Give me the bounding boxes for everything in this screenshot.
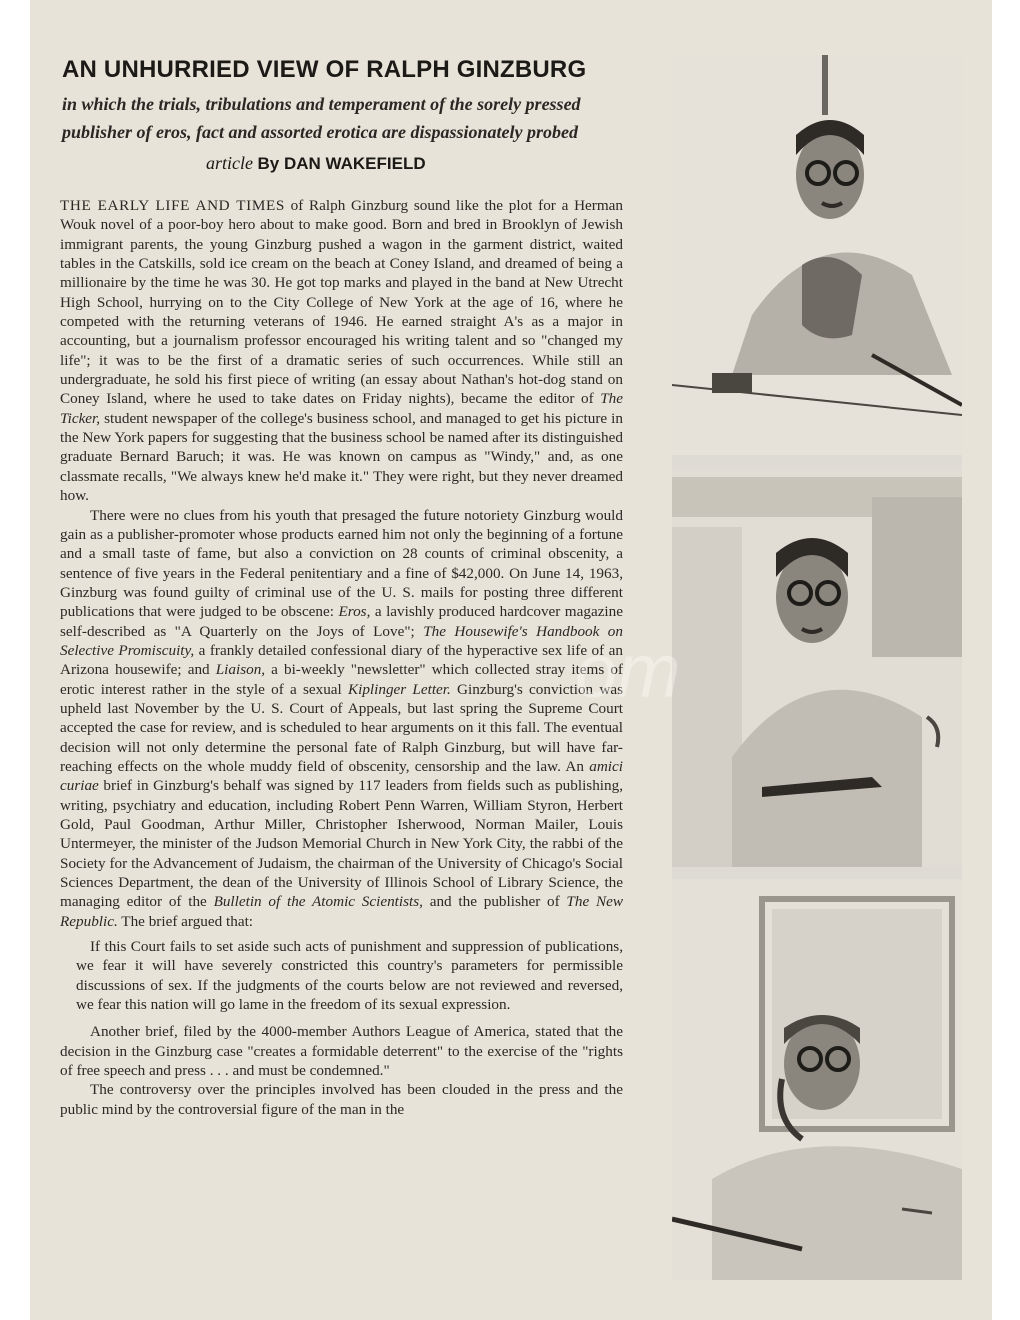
byline-kicker: article	[206, 153, 253, 173]
block-quote: If this Court fails to set aside such acts of punishment and suppression of publications, we fear it will have severely constricted this country's parameters for permissible discussions of sex. If the judgments of the courts below are not reviewed and reversed, we fear this nation will go lame in the freedom of its sexual expression.	[76, 938, 623, 1014]
paragraph-text: a lavishly produced hardcover magazine self-described as "A Quarterly on the Joys of Love";	[60, 603, 623, 640]
paragraph-4: The controversy over the principles involved has been clouded in the press and the public mind by the controversial figure of the man in the	[60, 1081, 623, 1118]
article-deck	[62, 90, 662, 146]
publication-title: The New Republic.	[60, 893, 623, 930]
paragraph-text: Ginzburg's conviction was upheld last November by the U. S. Court of Appeals, but last spring the Supreme Court accepted the case for review, and is scheduled to hear arguments on it this fall. The eventual decision will not only determine the personal fate of Ralph Ginzburg, but will have far-reaching effects on the whole muddy field of obscenity, censorship and the law. An	[60, 680, 623, 775]
portrait-photo-1	[672, 55, 962, 455]
article-headline: AN UNHURRIED VIEW OF RALPH GINZBURG	[62, 56, 587, 83]
paragraph-text: There were no clues from his youth that presaged the future notoriety Ginzburg would gain as a publisher-promoter whose products earned him not only the beginning of a fortune and a small taste of fame, but also a conviction on 28 counts of criminal obscenity, a sentence of five years in the Federal penitentiary and a fine of $42,000. On June 14, 1963, Ginzburg was found guilty of criminal use of the U. S. mails for posting three different publications that were judged to be obscene:	[60, 506, 623, 621]
portrait-photo-2	[672, 467, 962, 867]
paragraph-text: of Ralph Ginzburg sound like the plot for a Herman Wouk novel of a poor-boy hero about to make good. Born and bred in Brooklyn of Jewish immigrant parents, the young Ginzburg pushed a wagon in the garment district, waited tables in the Catskills, sold ice cream on the beach at Coney Island, and dreamed of being a millionaire by the time he was 30. He got top marks and played in the band at New Utrecht High School, hurrying on to the City College of New York at the age of 16, where he competed with the returning veterans of 1946. He earned straight A's as a major in accounting, but a journalism professor encouraged his writing talent and so "changed my life"; it was to be the first of a dramatic series of such occurrences. While still an undergraduate, he sold his first piece of writing (an essay about Nathan's hot-dog stand on Coney Island, where he used to take dates on Friday nights), became the editor of	[60, 197, 623, 408]
publication-title: Eros,	[338, 603, 371, 621]
paragraph-text: and the publisher of	[422, 893, 567, 911]
paragraph-text: student newspaper of the college's business school, and managed to get his picture in the New York papers for suggesting that the business school be named after its distinguished graduate Bernard Baruch; it was. He was known on campus as "Windy," and, as one classmate recalls, "We always knew he'd make it." They were right, but they never dreamed how.	[60, 409, 623, 505]
byline	[206, 153, 606, 174]
publication-title: Bulletin of the Atomic Scientists,	[213, 893, 423, 911]
portrait-illustration	[672, 879, 962, 1280]
publication-title: Liaison,	[215, 661, 266, 679]
byline-author: By DAN WAKEFIELD	[257, 154, 426, 173]
deck-line-1: in which the trials, tribulations and temperament of the sorely pressed	[62, 94, 581, 114]
paragraph-3: Another brief, filed by the 4000-member Authors League of America, stated that the decision in the Ginzburg case "creates a formidable deterrent" to the exercise of the "rights of free speech and press . . . and must be condemned."	[60, 1023, 623, 1080]
paragraph-text: brief in Ginzburg's behalf was signed by 117 leaders from fields such as publishing, writing, psychiatry and education, including Robert Penn Warren, William Styron, Herbert Gold, Paul Goodman, Arthur Miller, Christopher Isherwood, Norman Mailer, Louis Untermeyer, the minister of the Judson Memorial Church in New York City, the rabbi of the Society for the Advancement of Judaism, the chairman of the University of Chicago's Social Sciences Department, the dean of the University of Illinois School of Library Science, the managing editor of the	[60, 777, 623, 911]
publication-title: The Ticker,	[60, 390, 623, 427]
portrait-illustration	[672, 55, 962, 455]
paragraph-text: The brief argued that:	[117, 912, 254, 930]
publication-title: The Housewife's Handbook on Selective Promiscuity,	[60, 622, 623, 659]
article-body	[60, 196, 623, 1119]
portrait-illustration	[672, 467, 962, 867]
paragraph-1	[60, 196, 623, 506]
watermark: om	[575, 629, 681, 714]
paragraph-2	[60, 506, 623, 932]
latin-term: amici curiae	[60, 757, 623, 795]
publication-title: Kiplinger Letter.	[347, 680, 451, 698]
photo-strip	[672, 55, 962, 1280]
paragraph-text: a bi-weekly "newsletter" which collected stray items of erotic interest rather in the style of a sexual	[60, 661, 623, 698]
deck-line-2: publisher of eros, fact and assorted erotica are dispassionately probed	[62, 122, 578, 142]
paragraph-text: a frankly detailed confessional diary of the hyperactive sex life of an Arizona housewife; and	[60, 641, 623, 679]
lead-in: THE EARLY LIFE AND TIMES	[60, 197, 285, 214]
portrait-photo-3	[672, 879, 962, 1280]
